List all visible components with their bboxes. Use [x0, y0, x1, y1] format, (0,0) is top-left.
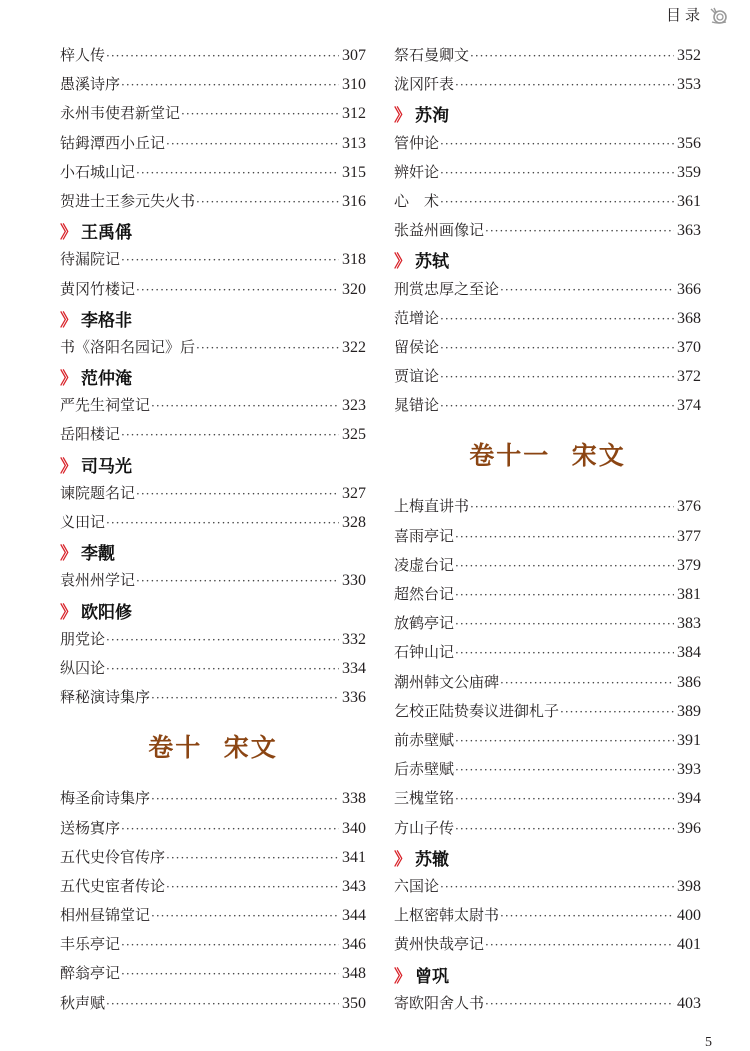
entry-page-number: 363 [677, 222, 701, 240]
entry-page-number: 312 [342, 105, 366, 123]
double-chevron-icon: 》 [394, 252, 411, 273]
entry-page-number: 374 [677, 397, 701, 415]
dot-leader [455, 815, 674, 844]
toc-entry[interactable] [60, 420, 366, 449]
entry-title: 祭石曼卿文 [394, 46, 470, 64]
author-heading [394, 99, 701, 128]
dot-leader [106, 990, 339, 1019]
entry-page-number: 316 [342, 192, 366, 210]
toc-column-right [394, 41, 701, 1018]
author-heading [60, 304, 366, 333]
toc-entry[interactable] [394, 275, 701, 304]
author-heading [60, 596, 366, 625]
entry-page-number: 315 [342, 163, 366, 181]
double-chevron-icon: 》 [394, 966, 411, 987]
toc-entry[interactable] [60, 245, 366, 274]
double-chevron-icon: 》 [394, 849, 411, 870]
toc-entry[interactable] [60, 158, 366, 187]
entry-title: 留侯论 [394, 337, 440, 356]
entry-page-number: 325 [342, 426, 366, 444]
entry-page-number: 389 [677, 702, 701, 720]
dot-leader [470, 493, 674, 522]
dot-leader [196, 188, 339, 217]
entry-title: 范增论 [394, 308, 440, 327]
toc-entry[interactable] [394, 304, 701, 333]
entry-title: 小石城山记 [60, 162, 136, 181]
toc-entry[interactable] [394, 522, 701, 551]
toc-entry[interactable] [394, 726, 701, 755]
entry-page-number: 361 [677, 192, 701, 210]
entry-page-number: 383 [677, 615, 701, 633]
toc-entry[interactable] [60, 654, 366, 683]
dot-leader [440, 305, 674, 334]
dot-leader [166, 844, 339, 873]
dot-leader [106, 42, 339, 71]
dot-leader [151, 684, 339, 713]
toc-entry[interactable] [60, 479, 366, 508]
entry-title: 袁州州学记 [60, 571, 136, 590]
entry-title: 刑赏忠厚之至论 [394, 279, 500, 298]
entry-title: 前赤壁赋 [394, 730, 455, 749]
entry-title: 黄冈竹楼记 [60, 279, 136, 298]
author-heading [60, 450, 366, 479]
dot-leader [500, 902, 674, 931]
author-name: 欧阳修 [81, 602, 132, 623]
toc-entry[interactable] [394, 989, 701, 1018]
dot-leader [455, 610, 674, 639]
author-name: 苏轼 [415, 252, 449, 273]
toc-entry[interactable] [394, 930, 701, 959]
entry-page-number: 338 [342, 790, 366, 808]
dot-leader [455, 71, 674, 100]
entry-page-number: 366 [677, 280, 701, 298]
dot-leader [151, 902, 339, 931]
toc-entry[interactable] [60, 129, 366, 158]
entry-title: 钴鉧潭西小丘记 [60, 133, 166, 152]
entry-page-number: 377 [677, 527, 701, 545]
entry-page-number: 352 [677, 47, 701, 64]
entry-page-number: 336 [342, 689, 366, 707]
entry-page-number: 403 [677, 994, 701, 1012]
snail-icon [708, 5, 728, 25]
toc-entry[interactable] [394, 70, 701, 99]
entry-title: 凌虚台记 [394, 555, 455, 574]
author-name: 司马光 [81, 456, 132, 477]
dot-leader [455, 552, 674, 581]
toc-entry[interactable] [60, 333, 366, 362]
entry-page-number: 381 [677, 586, 701, 603]
dot-leader [106, 626, 339, 655]
entry-title: 秋声赋 [60, 993, 106, 1012]
toc-entry[interactable] [60, 814, 366, 843]
dot-leader [121, 960, 339, 989]
entry-page-number: 376 [677, 498, 701, 516]
toc-entry[interactable] [60, 275, 366, 304]
entry-title: 贾谊论 [394, 367, 440, 386]
entry-page-number: 344 [342, 907, 366, 925]
dot-leader [440, 188, 674, 217]
entry-page-number: 394 [677, 790, 701, 808]
toc-entry[interactable] [60, 989, 366, 1018]
entry-page-number: 400 [677, 907, 701, 925]
toc-entry[interactable] [394, 129, 701, 158]
entry-title: 送杨寘序 [60, 818, 121, 837]
dot-leader [455, 639, 674, 668]
entry-title: 醉翁亭记 [60, 964, 121, 983]
dot-leader [121, 815, 339, 844]
author-name: 曾巩 [415, 966, 449, 987]
toc-entry[interactable] [394, 609, 701, 638]
entry-page-number: 330 [342, 572, 366, 590]
entry-page-number: 318 [342, 251, 366, 269]
dot-leader [121, 421, 339, 450]
entry-title: 梓人传 [60, 46, 106, 64]
entry-title: 朋党论 [60, 629, 106, 648]
toc-entry[interactable] [394, 755, 701, 784]
entry-page-number: 323 [342, 397, 366, 415]
entry-title: 上枢密韩太尉书 [394, 906, 500, 925]
toc-entry[interactable] [394, 784, 701, 813]
entry-title: 五代史伶官传序 [60, 847, 166, 866]
entry-title: 晁错论 [394, 396, 440, 415]
double-chevron-icon: 》 [60, 602, 77, 623]
entry-page-number: 322 [342, 338, 366, 356]
entry-page-number: 320 [342, 280, 366, 298]
toc-entry[interactable] [394, 333, 701, 362]
dot-leader [485, 990, 674, 1019]
entry-title: 辨奸论 [394, 162, 440, 181]
double-chevron-icon: 》 [60, 369, 77, 390]
toc-entry[interactable] [60, 391, 366, 420]
entry-page-number: 343 [342, 877, 366, 895]
double-chevron-icon: 》 [60, 223, 77, 244]
entry-title: 乞校正陆贽奏议进御札子 [394, 701, 560, 720]
entry-title: 后赤壁赋 [394, 760, 455, 779]
entry-title: 黄州快哉亭记 [394, 935, 485, 954]
dot-leader [440, 392, 674, 421]
dot-leader [136, 159, 339, 188]
entry-page-number: 313 [342, 134, 366, 152]
entry-page-number: 350 [342, 994, 366, 1012]
toc-entry[interactable] [394, 580, 701, 609]
toc-entry[interactable] [394, 551, 701, 580]
author-name: 李觏 [81, 544, 115, 565]
dot-leader [455, 523, 674, 552]
toc-entry[interactable] [60, 70, 366, 99]
dot-leader [440, 873, 674, 902]
dot-leader [166, 130, 339, 159]
toc-entry[interactable] [394, 668, 701, 697]
dot-leader [455, 581, 674, 610]
entry-title: 泷冈阡表 [394, 75, 455, 94]
dot-leader [121, 931, 339, 960]
author-name: 王禹偁 [81, 223, 132, 244]
entry-title: 丰乐亭记 [60, 935, 121, 954]
entry-page-number: 398 [677, 877, 701, 895]
toc-entry[interactable] [60, 901, 366, 930]
entry-title: 张益州画像记 [394, 221, 485, 240]
double-chevron-icon: 》 [60, 544, 77, 565]
toc-entry[interactable] [60, 784, 366, 813]
author-heading [60, 362, 366, 391]
double-chevron-icon: 》 [60, 456, 77, 477]
toc-entry[interactable] [394, 391, 701, 420]
entry-page-number: 307 [342, 47, 366, 64]
entry-page-number: 348 [342, 965, 366, 983]
toc-entry[interactable] [60, 843, 366, 872]
dot-leader [440, 334, 674, 363]
entry-page-number: 346 [342, 936, 366, 954]
toc-entry[interactable] [394, 814, 701, 843]
dot-leader [181, 100, 339, 129]
entry-title: 放鹤亭记 [394, 614, 455, 633]
dot-leader [136, 567, 339, 596]
toc-entry[interactable] [394, 187, 701, 216]
author-heading [60, 537, 366, 566]
entry-page-number: 393 [677, 761, 701, 779]
entry-title: 书《洛阳名园记》后 [60, 337, 196, 356]
toc-entry[interactable] [394, 158, 701, 187]
entry-title: 释秘演诗集序 [60, 688, 151, 707]
dot-leader [166, 873, 339, 902]
dot-leader [440, 130, 674, 159]
author-heading [394, 959, 701, 988]
header-title: 目录 [665, 6, 704, 24]
double-chevron-icon: 》 [60, 310, 77, 331]
entry-title: 石钟山记 [394, 643, 455, 662]
entry-title: 待漏院记 [60, 250, 121, 269]
entry-page-number: 334 [342, 659, 366, 677]
dot-leader [136, 276, 339, 305]
toc-entry[interactable] [394, 872, 701, 901]
entry-title: 愚溪诗序 [60, 75, 121, 94]
dot-leader [121, 71, 339, 100]
entry-page-number: 359 [677, 163, 701, 181]
toc-entry[interactable] [394, 697, 701, 726]
toc-entry[interactable] [60, 508, 366, 537]
entry-page-number: 327 [342, 484, 366, 502]
dot-leader [440, 363, 674, 392]
dot-leader [485, 217, 674, 246]
dot-leader [106, 655, 339, 684]
entry-page-number: 379 [677, 556, 701, 574]
entry-title: 永州韦使君新堂记 [60, 104, 181, 123]
entry-page-number: 391 [677, 731, 701, 749]
entry-page-number: 310 [342, 76, 366, 94]
toc-entry[interactable] [60, 930, 366, 959]
dot-leader [455, 756, 674, 785]
entry-title: 相州昼锦堂记 [60, 906, 151, 925]
entry-title: 管仲论 [394, 133, 440, 152]
entry-page-number: 401 [677, 936, 701, 954]
entry-page-number: 372 [677, 368, 701, 386]
entry-page-number: 370 [677, 338, 701, 356]
entry-title: 六国论 [394, 876, 440, 895]
entry-page-number: 340 [342, 819, 366, 837]
dot-leader [500, 669, 674, 698]
author-heading [60, 216, 366, 245]
toc-entry[interactable] [60, 566, 366, 595]
entry-page-number: 341 [342, 848, 366, 866]
toc-entry[interactable] [60, 625, 366, 654]
toc-entry[interactable] [60, 872, 366, 901]
author-heading [394, 843, 701, 872]
toc-entry[interactable] [60, 187, 366, 216]
entry-title: 寄欧阳舍人书 [394, 993, 485, 1012]
dot-leader [500, 276, 674, 305]
toc-entry[interactable] [394, 362, 701, 391]
entry-page-number: 328 [342, 514, 366, 531]
entry-page-number: 368 [677, 309, 701, 327]
entry-page-number: 384 [677, 644, 701, 662]
entry-title: 三槐堂铭 [394, 789, 455, 808]
page-number: 5 [705, 1035, 712, 1050]
toc-entry[interactable] [60, 41, 366, 70]
entry-title: 谏院题名记 [60, 483, 136, 502]
entry-title: 贺进士王参元失火书 [60, 191, 196, 210]
toc-entry[interactable] [394, 492, 701, 521]
entry-title: 严先生祠堂记 [60, 396, 151, 415]
dot-leader [106, 509, 339, 538]
entry-title: 潮州韩文公庙碑 [394, 672, 500, 691]
author-name: 范仲淹 [81, 369, 132, 390]
entry-page-number: 353 [677, 76, 701, 94]
toc-entry[interactable] [394, 41, 701, 70]
entry-page-number: 396 [677, 819, 701, 837]
toc-entry[interactable] [394, 638, 701, 667]
entry-title: 纵囚论 [60, 658, 106, 677]
toc-entry[interactable] [60, 99, 366, 128]
author-name: 苏辙 [415, 849, 449, 870]
entry-title: 超然台记 [394, 585, 455, 603]
entry-title: 方山子传 [394, 818, 455, 837]
entry-title: 五代史宦者传论 [60, 876, 166, 895]
toc-entry[interactable] [60, 959, 366, 988]
toc-entry[interactable] [394, 216, 701, 245]
entry-title: 义田记 [60, 513, 106, 531]
entry-title: 梅圣俞诗集序 [60, 789, 151, 808]
dot-leader [151, 392, 339, 421]
toc-column-left [60, 41, 366, 1018]
entry-page-number: 356 [677, 134, 701, 152]
entry-page-number: 386 [677, 673, 701, 691]
toc-entry[interactable] [60, 683, 366, 712]
entry-title: 心 术 [394, 191, 440, 210]
dot-leader [455, 785, 674, 814]
dot-leader [455, 727, 674, 756]
dot-leader [136, 480, 339, 509]
volume-heading: 卷十 宋文 [148, 733, 278, 763]
entry-title: 上梅直讲书 [394, 497, 470, 516]
dot-leader [121, 246, 339, 275]
dot-leader [151, 785, 339, 814]
author-name: 苏洵 [415, 106, 449, 127]
dot-leader [485, 931, 674, 960]
dot-leader [560, 698, 674, 727]
dot-leader [470, 42, 674, 71]
dot-leader [196, 334, 339, 363]
double-chevron-icon: 》 [394, 106, 411, 127]
volume-heading: 卷十一 宋文 [469, 441, 626, 471]
toc-entry[interactable] [394, 901, 701, 930]
entry-title: 喜雨亭记 [394, 526, 455, 545]
page-header [666, 4, 728, 25]
author-heading [394, 245, 701, 274]
author-name: 李格非 [81, 310, 132, 331]
entry-page-number: 332 [342, 630, 366, 648]
entry-title: 岳阳楼记 [60, 425, 121, 444]
dot-leader [440, 159, 674, 188]
